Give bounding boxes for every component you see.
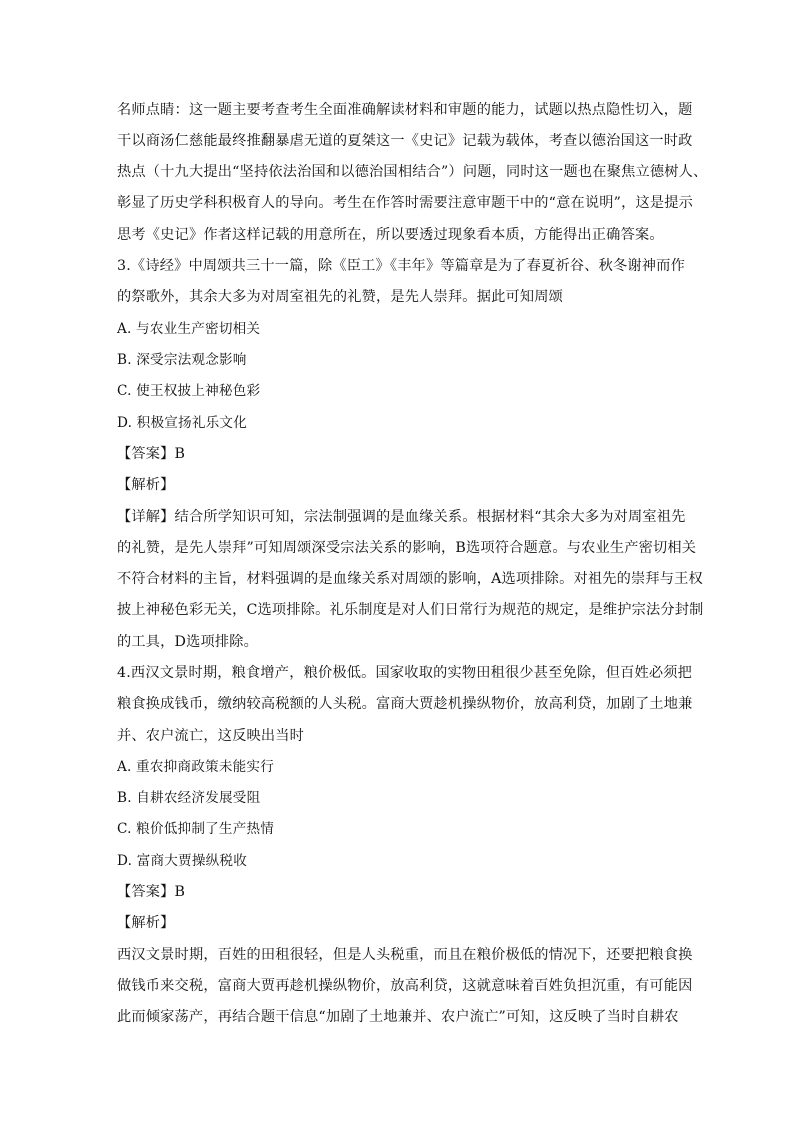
question-4-explanation: 西汉文景时期，百姓的田租很轻，但是人头税重，而且在粮价极低的情况下，还要把粮食换 xyxy=(117,947,693,963)
question-3-option-a: A. 与农业生产密切相关 xyxy=(117,321,261,337)
question-4-stem: 粮食换成钱币，缴纳较高税额的人头税。富商大贾趁机操纵物价，放高利贷，加剧了土地兼 xyxy=(117,696,693,712)
text-line: 思考《史记》作者这样记载的用意所在，所以要透过现象看本质，方能得出正确答案。 xyxy=(117,227,664,243)
text-line: 热点（十九大提出“坚持依法治国和以德治国相结合”）问题，同时这一题也在聚焦立德树人、 xyxy=(117,164,708,180)
text-line: 彰显了历史学科积极育人的导向。考生在作答时需要注意审题干中的“意在说明”，这是提示 xyxy=(117,195,694,211)
question-4-stem: 4.西汉文景时期，粮食增产，粮价极低。国家收取的实物田租很少甚至免除，但百姓必须把 xyxy=(117,665,693,681)
text-line: 名师点睛：这一题主要考查考生全面准确解读材料和审题的能力，试题以热点隐性切入，题 xyxy=(117,102,693,118)
question-3-answer: 【答案】B xyxy=(117,446,186,462)
question-3-option-d: D. 积极宣扬礼乐文化 xyxy=(117,415,248,431)
question-4-option-a: A. 重农抑商政策未能实行 xyxy=(117,759,274,775)
question-3-option-c: C. 使王权披上神秘色彩 xyxy=(117,383,261,399)
question-4-stem: 并、农户流亡，这反映出当时 xyxy=(117,728,305,744)
question-3-explanation: 【详解】结合所学知识可知，宗法制强调的是血缘关系。根据材料“其余大多为对周室祖先 xyxy=(117,509,686,525)
question-3-explanation: 的工具，D选项排除。 xyxy=(117,634,259,650)
question-3-explanation: 的礼赞，是先人崇拜”可知周颂深受宗法关系的影响，B选项符合题意。与农业生产密切相关 xyxy=(117,540,697,556)
question-4-option-d: D. 富商大贾操纵税收 xyxy=(117,853,248,869)
question-3-stem: 的祭歌外，其余大多为对周室祖先的礼赞，是先人崇拜。据此可知周颂 xyxy=(117,289,564,305)
question-3-explanation: 披上神秘色彩无关，C选项排除。礼乐制度是对人们日常行为规范的规定，是维护宗法分封制 xyxy=(117,602,704,618)
question-3-option-b: B. 深受宗法观念影响 xyxy=(117,352,247,368)
text-line: 干以商汤仁慈能最终推翻暴虐无道的夏桀这一《史记》记载为载体，考查以德治国这一时政 xyxy=(117,133,693,149)
question-4-option-c: C. 粮价低抑制了生产热情 xyxy=(117,821,275,837)
question-3-explanation: 不符合材料的主旨，材料强调的是血缘关系对周颂的影响，A选项排除。对祖先的崇拜与王权 xyxy=(117,571,703,587)
question-4-answer: 【答案】B xyxy=(117,884,186,900)
question-3-analysis-heading: 【解析】 xyxy=(117,477,175,493)
question-4-analysis-heading: 【解析】 xyxy=(117,915,175,931)
question-4-explanation: 此而倾家荡产，再结合题干信息“加剧了土地兼并、农户流亡”可知，这反映了当时自耕农 xyxy=(117,1009,679,1025)
question-4-explanation: 做钱币来交税，富商大贾再趁机操纵物价，放高利贷，这就意味着百姓负担沉重，有可能因 xyxy=(117,978,693,994)
question-3-stem: 3.《诗经》中周颂共三十一篇，除《臣工》《丰年》等篇章是为了春夏祈谷、秋冬谢神而作 xyxy=(117,258,685,274)
question-4-option-b: B. 自耕农经济发展受阻 xyxy=(117,790,261,806)
